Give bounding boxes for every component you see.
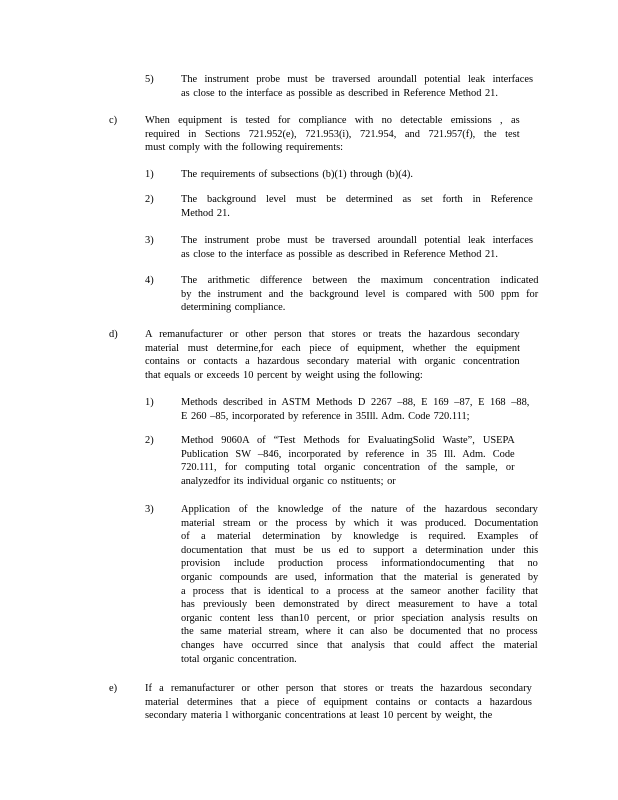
item-text <box>181 193 533 220</box>
text-line: analyzedfor its individual organic co nstituents; or <box>181 475 396 487</box>
text-line: The requirements of subsections (b)(1) through (b)(4). <box>181 169 413 180</box>
text-line: total organic concentration. <box>181 653 297 665</box>
item-label: c) <box>109 115 118 126</box>
text-line: changes have occurred since that analysis that could affect the material <box>181 639 538 651</box>
text-line: provision include production process informationdocumenting that no <box>181 558 538 570</box>
text-line: Method 21. <box>181 207 230 219</box>
item-label: 1) <box>145 169 154 180</box>
text-line: material must determine,for each piece of equipment, whether the equipment <box>145 342 520 354</box>
text-line: The instrument probe must be traversed aroundall potential leak interfaces <box>181 235 534 246</box>
text-line: the same material stream, where it can also be documented that no process <box>181 626 538 638</box>
text-line: secondary materia l withorganic concentrations at least 10 percent by weight, the <box>145 710 493 722</box>
text-line: organic compounds are used, information that the material is generated by <box>181 571 539 583</box>
item-text <box>181 274 538 315</box>
item-label: e) <box>109 683 118 694</box>
text-line: E 260 –85, incorporated by reference in 35Ill. Adm. Code 720.111; <box>181 410 470 422</box>
text-line: The background level must be determined as set forth in Reference <box>181 194 533 205</box>
text-line: contains or contacts a hazardous secondary material with organic concentration <box>145 356 520 368</box>
item-label: 1) <box>145 397 154 408</box>
text-line: If a remanufacturer or other person that stores or treats the hazardous secondary <box>145 683 532 694</box>
item-text <box>181 234 533 261</box>
text-line: as close to the interface as possible as described in Reference Method 21. <box>181 248 498 260</box>
text-line: that equals or exceeds 10 percent by weight using the following: <box>145 369 423 381</box>
item-label: 3) <box>145 235 154 246</box>
text-line: documentation that must be us ed to support a determination under this <box>181 544 539 556</box>
text-line: material determines that a piece of equipment contains or contacts a hazardous <box>145 696 532 708</box>
text-line: material stream or the process by which it was produced. Documentation <box>181 517 539 529</box>
text-line: Publication SW –846, incorporated by reference in 35 Ill. Adm. Code <box>181 448 515 460</box>
item-text <box>145 682 532 723</box>
text-line: of a material determination by knowledge is required. Examples of <box>181 531 539 543</box>
item-label: 2) <box>145 194 154 205</box>
text-line: must comply with the following requirements: <box>145 142 344 154</box>
text-line: has previously been demonstrated by direct measurement to have a total <box>181 599 538 611</box>
text-line: A remanufacturer or other person that stores or treats the hazardous secondary <box>145 329 520 340</box>
item-label: 3) <box>145 504 154 515</box>
item-label: 2) <box>145 435 154 446</box>
text-line: required in Sections 721.952(e), 721.953(i), 721.954, and 721.957(f), the test <box>145 128 520 140</box>
text-line: 720.111, for computing total organic concentration of the sample, or <box>181 462 515 474</box>
text-line: a process that is identical to a process at the sameor another facility that <box>181 585 539 597</box>
text-line: by the instrument and the background level is compared with 500 ppm for <box>181 288 539 300</box>
item-text <box>181 434 515 488</box>
item-text <box>181 396 529 423</box>
text-line: Methods described in ASTM Methods D 2267 –88, E 169 –87, E 168 –88, <box>181 397 530 408</box>
item-text <box>181 73 533 100</box>
text-line: Application of the knowledge of the nature of the hazardous secondary <box>181 504 538 515</box>
text-line: When equipment is tested for compliance with no detectable emissions , as <box>145 115 520 126</box>
text-line: The instrument probe must be traversed aroundall potential leak interfaces <box>181 74 534 85</box>
text-line: Method 9060A of “Test Methods for EvaluatingSolid Waste”, USEPA <box>181 435 515 446</box>
item-text <box>181 168 533 182</box>
item-label: 5) <box>145 74 154 85</box>
text-line: organic content less than10 percent, or prior speciation analysis results on <box>181 612 538 624</box>
item-text <box>145 328 520 382</box>
text-line: as close to the interface as possible as described in Reference Method 21. <box>181 87 498 99</box>
text-line: determining compliance. <box>181 302 286 314</box>
item-text <box>145 114 520 155</box>
item-label: d) <box>109 329 118 340</box>
item-label: 4) <box>145 275 154 286</box>
item-text <box>181 503 538 666</box>
text-line: The arithmetic difference between the maximum concentration indicated <box>181 275 539 286</box>
